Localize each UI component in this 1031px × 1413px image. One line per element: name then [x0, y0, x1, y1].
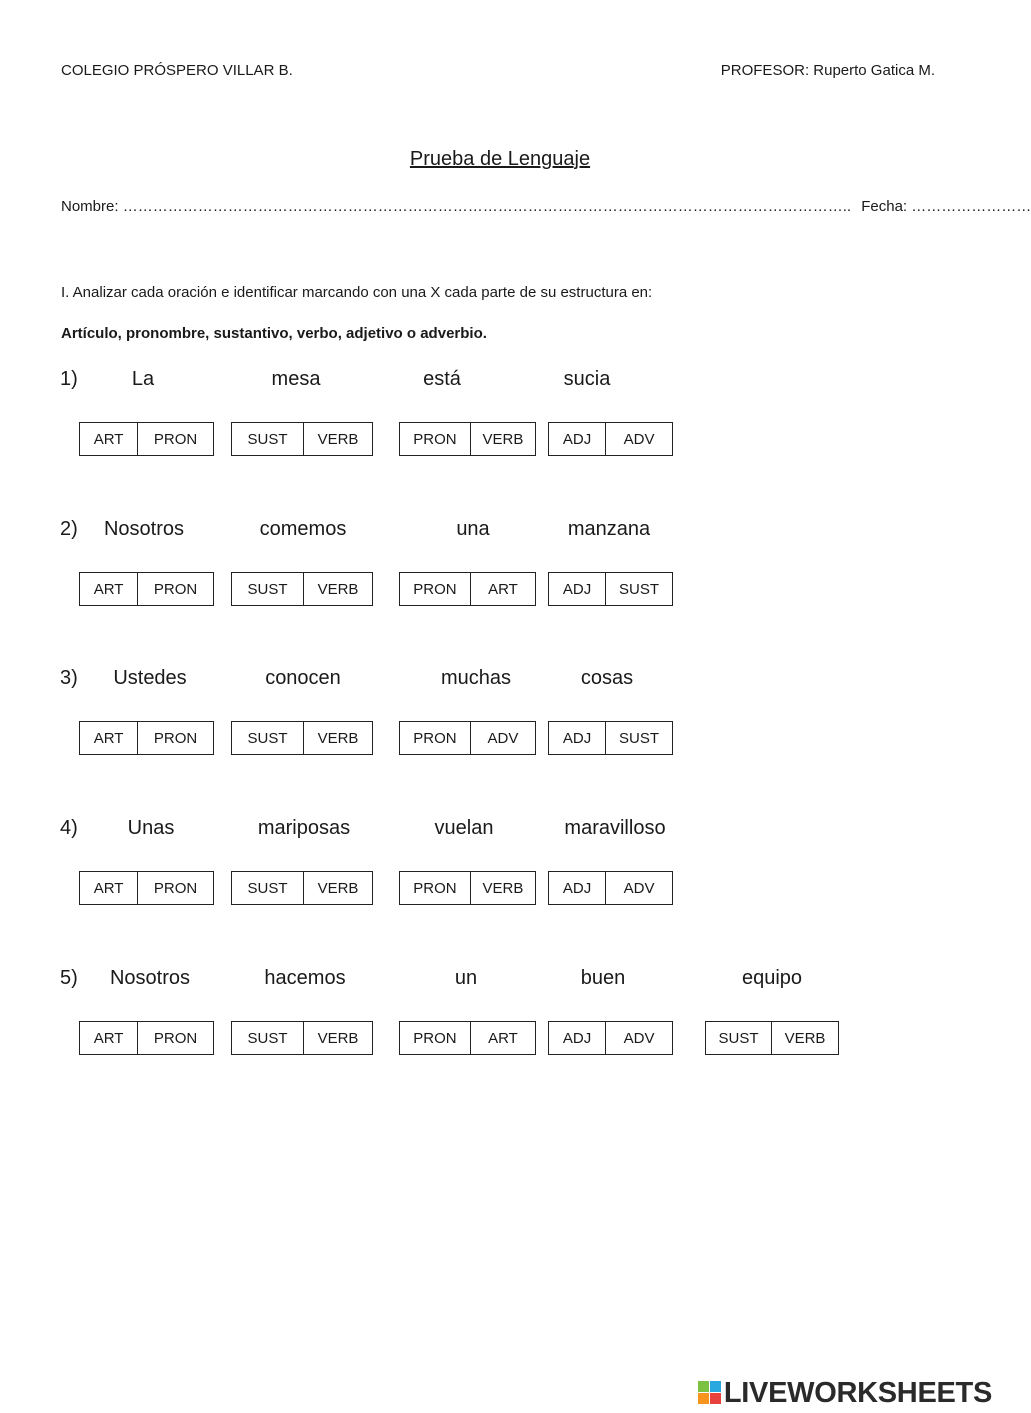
option-adj-box[interactable]: ADJ — [562, 879, 592, 897]
option-pron-box[interactable]: PRON — [413, 430, 457, 448]
option-pron-box[interactable]: PRON — [137, 722, 213, 754]
name-date-line — [61, 198, 1031, 215]
option-verb-box[interactable]: VERB — [303, 872, 372, 904]
name-field[interactable]: ……………………………………………………………………………………………………………………………….. — [122, 198, 852, 215]
option-pair — [231, 1021, 373, 1055]
sentence-word: muchas — [440, 667, 512, 689]
watermark-text: LIVEWORKSHEETS — [723, 1376, 992, 1409]
option-art-box[interactable]: ART — [470, 573, 535, 605]
option-pron-box[interactable]: PRON — [413, 879, 457, 897]
option-verb-box[interactable]: VERB — [470, 423, 535, 455]
option-pron-box[interactable]: PRON — [413, 1029, 457, 1047]
question-number: 1) — [60, 368, 78, 390]
option-pron-box[interactable]: PRON — [413, 729, 457, 747]
question-number: 2) — [60, 518, 78, 540]
option-sust-box[interactable]: SUST — [247, 1029, 288, 1047]
option-pron-box[interactable]: PRON — [137, 1022, 213, 1054]
option-pair — [231, 422, 373, 456]
sentence-word: La — [131, 368, 155, 390]
name-label: Nombre: — [61, 198, 119, 215]
option-pair — [548, 572, 673, 606]
option-pair — [399, 572, 536, 606]
sentence-word: Nosotros — [109, 967, 191, 989]
option-pron-box[interactable]: PRON — [137, 573, 213, 605]
sentence-word: una — [456, 518, 490, 540]
page-title: Prueba de Lenguaje — [409, 148, 591, 170]
liveworksheets-logo — [698, 1378, 992, 1408]
sentence-word: conocen — [265, 667, 341, 689]
sentence-word: un — [454, 967, 478, 989]
sentence-word: está — [423, 368, 461, 390]
option-pair — [548, 422, 673, 456]
option-pair — [79, 721, 214, 755]
option-pair — [231, 572, 373, 606]
option-adj-box[interactable]: ADJ — [562, 729, 592, 747]
sentence-word: Unas — [127, 817, 175, 839]
option-sust-box[interactable]: SUST — [605, 573, 672, 605]
sentence-word: cosas — [580, 667, 634, 689]
option-art-box[interactable]: ART — [93, 1029, 124, 1047]
option-sust-box[interactable]: SUST — [247, 879, 288, 897]
option-verb-box[interactable]: VERB — [771, 1022, 838, 1054]
option-verb-box[interactable]: VERB — [303, 722, 372, 754]
option-verb-box[interactable]: VERB — [470, 872, 535, 904]
date-field[interactable]: …………………… — [911, 198, 1031, 215]
option-pair — [79, 422, 214, 456]
option-adj-box[interactable]: ADJ — [562, 580, 592, 598]
option-pair — [79, 871, 214, 905]
option-verb-box[interactable]: VERB — [303, 573, 372, 605]
sentence-word: Nosotros — [103, 518, 185, 540]
option-sust-box[interactable]: SUST — [605, 722, 672, 754]
sentence-word: equipo — [741, 967, 803, 989]
option-sust-box[interactable]: SUST — [247, 430, 288, 448]
option-art-box[interactable]: ART — [93, 729, 124, 747]
sentence-word: maravilloso — [564, 817, 666, 839]
option-sust-box[interactable]: SUST — [247, 729, 288, 747]
question-number: 5) — [60, 967, 78, 989]
option-sust-box[interactable]: SUST — [247, 580, 288, 598]
sentence-word: vuelan — [434, 817, 494, 839]
option-art-box[interactable]: ART — [93, 580, 124, 598]
instruction-categories: Artículo, pronombre, sustantivo, verbo, adjetivo o adverbio. — [61, 325, 487, 342]
option-pair — [79, 572, 214, 606]
option-pair — [705, 1021, 839, 1055]
option-adv-box[interactable]: ADV — [605, 872, 672, 904]
option-pair — [79, 1021, 214, 1055]
liveworksheets-logo-icon — [698, 1381, 722, 1405]
option-pron-box[interactable]: PRON — [137, 872, 213, 904]
sentence-word: comemos — [259, 518, 347, 540]
option-verb-box[interactable]: VERB — [303, 423, 372, 455]
option-pron-box[interactable]: PRON — [137, 423, 213, 455]
sentence-word: hacemos — [264, 967, 346, 989]
option-adv-box[interactable]: ADV — [605, 423, 672, 455]
option-pair — [231, 721, 373, 755]
sentence-word: buen — [580, 967, 626, 989]
school-name: COLEGIO PRÓSPERO VILLAR B. — [61, 62, 293, 79]
teacher-name: PROFESOR: Ruperto Gatica M. — [720, 62, 935, 79]
sentence-word: manzana — [567, 518, 651, 540]
date-label: Fecha: — [861, 198, 908, 215]
option-pair — [399, 871, 536, 905]
sentence-word: mesa — [271, 368, 321, 390]
option-pair — [548, 1021, 673, 1055]
option-pron-box[interactable]: PRON — [413, 580, 457, 598]
option-pair — [548, 721, 673, 755]
instruction-text: I. Analizar cada oración e identificar marcando con una X cada parte de su estructura en: — [61, 284, 653, 301]
option-adj-box[interactable]: ADJ — [562, 1029, 592, 1047]
option-pair — [548, 871, 673, 905]
option-pair — [399, 422, 536, 456]
sentence-word: mariposas — [257, 817, 351, 839]
question-number: 4) — [60, 817, 78, 839]
option-sust-box[interactable]: SUST — [718, 1029, 759, 1047]
option-pair — [399, 1021, 536, 1055]
question-number: 3) — [60, 667, 78, 689]
option-pair — [231, 871, 373, 905]
sentence-word: sucia — [563, 368, 611, 390]
option-pair — [399, 721, 536, 755]
option-art-box[interactable]: ART — [93, 879, 124, 897]
sentence-word: Ustedes — [113, 667, 187, 689]
option-art-box[interactable]: ART — [470, 1022, 535, 1054]
option-adv-box[interactable]: ADV — [605, 1022, 672, 1054]
option-adj-box[interactable]: ADJ — [562, 430, 592, 448]
option-adv-box[interactable]: ADV — [470, 722, 535, 754]
option-verb-box[interactable]: VERB — [303, 1022, 372, 1054]
option-art-box[interactable]: ART — [93, 430, 124, 448]
